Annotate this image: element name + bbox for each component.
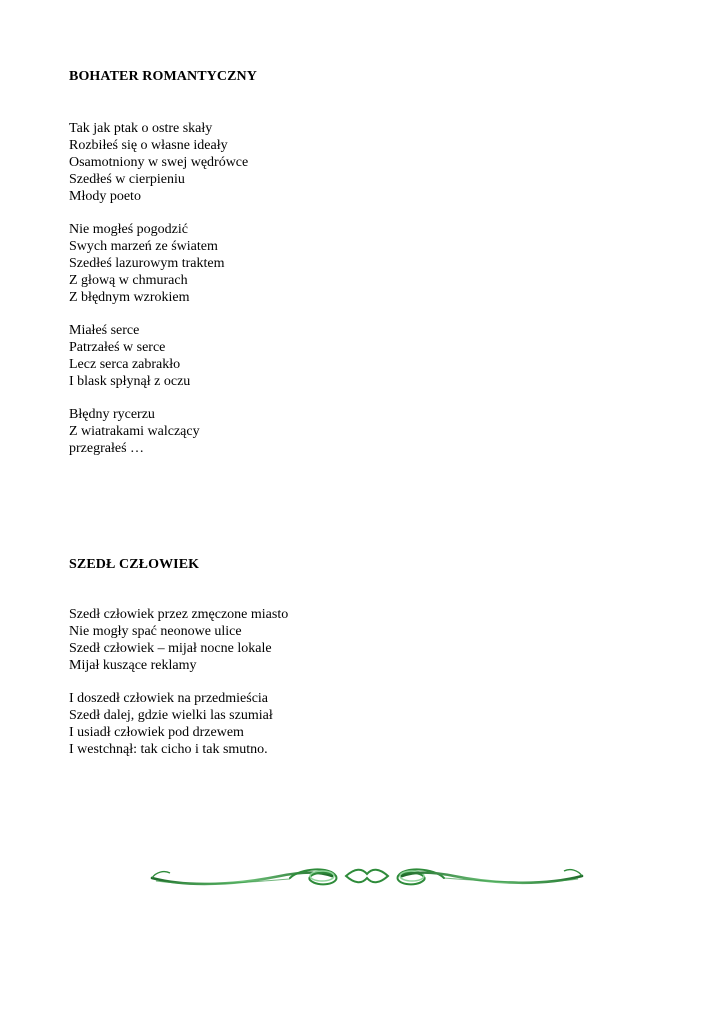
verse-line: Tak jak ptak o ostre skały (69, 121, 213, 136)
verse-line: Patrzałeś w serce (69, 340, 166, 355)
verse-line: Szedł człowiek przez zmęczone miasto (69, 607, 289, 622)
verse-line: I doszedł człowiek na przedmieścia (69, 691, 269, 706)
poem-body (69, 606, 669, 758)
stanza (69, 322, 669, 390)
verse-line: Z błędnym wzrokiem (69, 290, 190, 305)
verse-line: Miałeś serce (69, 323, 140, 338)
stanza (69, 221, 669, 306)
verse-line: przegrałeś … (69, 441, 145, 456)
verse-line: Rozbiłeś się o własne ideały (69, 138, 228, 153)
verse-line: Szedłeś lazurowym traktem (69, 256, 225, 271)
verse-line: Osamotniony w swej wędrówce (69, 155, 249, 170)
verse-line: Nie mogły spać neonowe ulice (69, 624, 242, 639)
verse-line: Szedł człowiek – mijał nocne lokale (69, 641, 272, 656)
poem-title: SZEDŁ CZŁOWIEK (69, 557, 200, 572)
poem-bohater-romantyczny (69, 68, 669, 473)
verse-line: Lecz serca zabrakło (69, 357, 181, 372)
verse-line: I usiadł człowiek pod drzewem (69, 725, 244, 740)
poem-body (69, 120, 669, 457)
stanza (69, 690, 669, 758)
stanza (69, 406, 669, 457)
verse-line: Z wiatrakami walczący (69, 424, 200, 439)
stanza (69, 606, 669, 674)
verse-line: Błędny rycerzu (69, 407, 155, 422)
verse-line: I blask spłynął z oczu (69, 374, 191, 389)
stanza (69, 120, 669, 205)
verse-line: Szedł dalej, gdzie wielki las szumiał (69, 708, 273, 723)
green-flourish-divider-icon (150, 858, 584, 898)
verse-line: I westchnął: tak cicho i tak smutno. (69, 742, 268, 757)
verse-line: Nie mogłeś pogodzić (69, 222, 188, 237)
poem-szedl-czlowiek (69, 556, 669, 774)
verse-line: Z głową w chmurach (69, 273, 188, 288)
verse-line: Mijał kuszące reklamy (69, 658, 197, 673)
poem-title: BOHATER ROMANTYCZNY (69, 69, 257, 84)
verse-line: Swych marzeń ze światem (69, 239, 218, 254)
verse-line: Szedłeś w cierpieniu (69, 172, 185, 187)
verse-line: Młody poeto (69, 189, 141, 204)
